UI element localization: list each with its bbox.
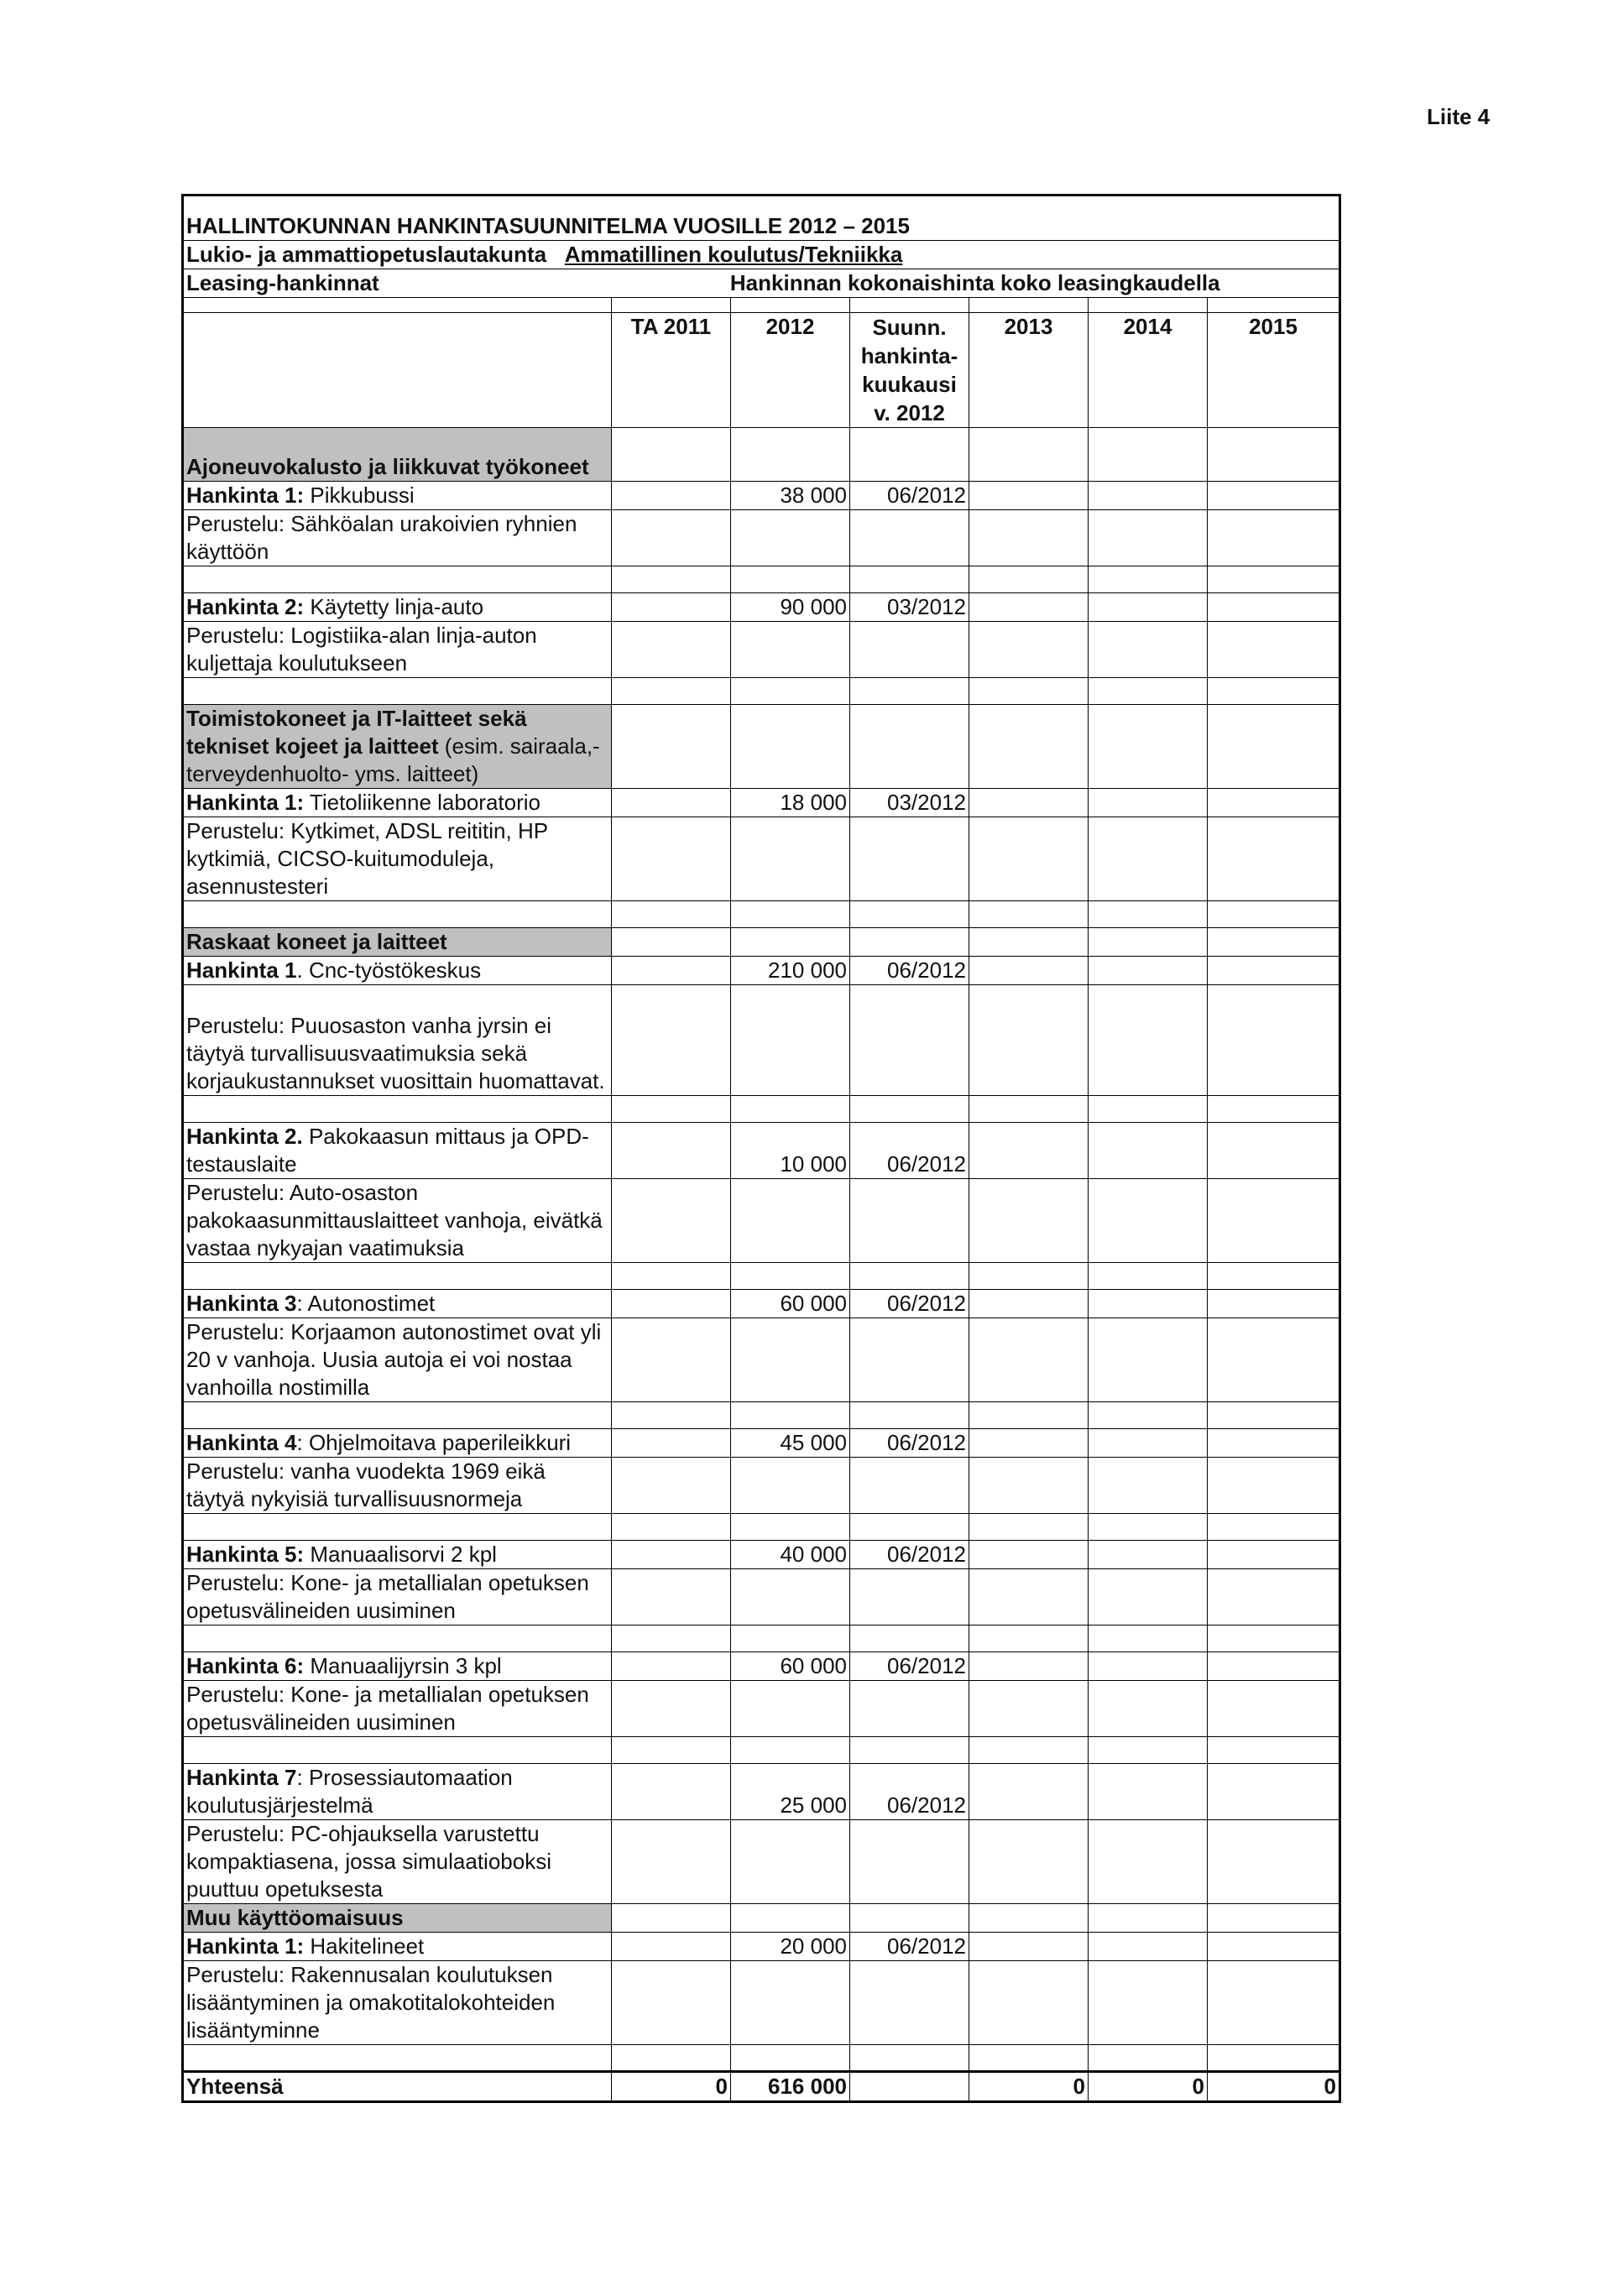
category-row [183,705,1340,789]
col-ta2011: TA 2011 [612,313,731,428]
item-month: 06/2012 [850,1652,969,1681]
item-title: Hankinta 5: Manuaalisorvi 2 kpl [183,1541,612,1569]
item-reason: Perustelu: vanha vuodekta 1969 eikä täytyä nykyisiä turvallisuusnormeja [183,1458,612,1514]
reason-row [183,817,1340,901]
spacer-row [183,1402,1340,1429]
page-label: Liite 4 [1427,104,1491,129]
item-row [183,1123,1340,1179]
item-amount: 90 000 [731,593,850,622]
item-title: Hankinta 1: Pikkubussi [183,482,612,510]
category-heading: Toimistokoneet ja IT-laitteet sekä tekniset kojeet ja laitteet (esim. sairaala,- terveydenhuolto- yms. laitteet) [183,705,612,789]
category-row [183,928,1340,957]
item-row [183,593,1340,622]
reason-row [183,1179,1340,1263]
item-reason: Perustelu: Kone- ja metallialan opetuksen opetusvälineiden uusiminen [183,1569,612,1625]
leasing-row [183,269,1340,298]
col-2013: 2013 [969,313,1089,428]
total-2013: 0 [969,2072,1089,2102]
item-amount: 45 000 [731,1429,850,1458]
item-title: Hankinta 2: Käytetty linja-auto [183,593,612,622]
item-reason: Perustelu: Puuosaston vanha jyrsin ei täytyä turvallisuusvaatimuksia sekä korjaukustannukset vuosittain huomattavat. [183,985,612,1096]
title-row [183,196,1340,241]
item-row [183,1429,1340,1458]
item-amount: 20 000 [731,1933,850,1961]
span-header: Hankinnan kokonaishinta koko leasingkaudella [612,269,1340,298]
procurement-plan-table [181,194,1341,2103]
spacer-row [183,1625,1340,1652]
spacer-row [183,901,1340,928]
unit-sub: Ammatillinen koulutus/Tekniikka [564,242,903,267]
spacer-row [183,298,1340,313]
unit-line [183,241,1340,269]
totals-label: Yhteensä [183,2072,612,2102]
item-title: Hankinta 4: Ohjelmoitava paperileikkuri [183,1429,612,1458]
item-month: 06/2012 [850,957,969,985]
item-row [183,1541,1340,1569]
item-amount: 60 000 [731,1290,850,1318]
item-month: 06/2012 [850,1933,969,1961]
item-title: Hankinta 3: Autonostimet [183,1290,612,1318]
unit-name: Lukio- ja ammattiopetuslautakunta [186,242,547,267]
item-row [183,789,1340,817]
spacer-row [183,1737,1340,1764]
item-title: Hankinta 1. Cnc-työstökeskus [183,957,612,985]
spacer-row [183,2045,1340,2072]
item-month: 06/2012 [850,482,969,510]
item-row [183,1764,1340,1820]
section-label: Leasing-hankinnat [183,269,612,298]
column-header-row [183,313,1340,428]
item-reason: Perustelu: Logistiika-alan linja-auton kuljettaja koulutukseen [183,622,612,678]
item-title: Hankinta 1: Hakitelineet [183,1933,612,1961]
total-2014: 0 [1089,2072,1208,2102]
reason-row [183,1569,1340,1625]
item-title: Hankinta 7: Prosessiautomaation koulutusjärjestelmä [183,1764,612,1820]
item-reason: Perustelu: Sähköalan urakoivien ryhnien käyttöön [183,510,612,566]
item-reason: Perustelu: Kone- ja metallialan opetuksen opetusvälineiden uusiminen [183,1681,612,1737]
item-row [183,1290,1340,1318]
reason-row [183,1458,1340,1514]
item-title: Hankinta 1: Tietoliikenne laboratorio [183,789,612,817]
total-ta2011: 0 [612,2072,731,2102]
category-heading: Raskaat koneet ja laitteet [183,928,612,957]
item-month: 06/2012 [850,1541,969,1569]
item-amount: 40 000 [731,1541,850,1569]
reason-row [183,1820,1340,1904]
item-title: Hankinta 2. Pakokaasun mittaus ja OPD-testauslaite [183,1123,612,1179]
total-2015: 0 [1208,2072,1340,2102]
reason-row [183,622,1340,678]
reason-row [183,1318,1340,1402]
item-amount: 10 000 [731,1123,850,1179]
item-amount: 38 000 [731,482,850,510]
reason-row [183,510,1340,566]
item-reason: Perustelu: PC-ohjauksella varustettu kompaktiasena, jossa simulaatioboksi puuttuu opetuksesta [183,1820,612,1904]
category-heading: Ajoneuvokalusto ja liikkuvat työkoneet [183,428,612,482]
item-reason: Perustelu: Kytkimet, ADSL reititin, HP kytkimiä, CICSO-kuitumoduleja, asennustesteri [183,817,612,901]
item-reason: Perustelu: Rakennusalan koulutuksen lisääntyminen ja omakotitalokohteiden lisääntyminne [183,1961,612,2045]
item-row [183,957,1340,985]
total-2012: 616 000 [731,2072,850,2102]
category-row [183,1904,1340,1933]
item-row [183,482,1340,510]
item-month: 06/2012 [850,1123,969,1179]
reason-row [183,1961,1340,2045]
item-reason: Perustelu: Auto-osaston pakokaasunmittauslaitteet vanhoja, eivätkä vastaa nykyajan vaatimuksia [183,1179,612,1263]
item-row [183,1933,1340,1961]
item-month: 03/2012 [850,789,969,817]
item-reason: Perustelu: Korjaamon autonostimet ovat yli 20 v vanhoja. Uusia autoja ei voi nostaa vanhoilla nostimilla [183,1318,612,1402]
item-month: 06/2012 [850,1764,969,1820]
item-amount: 60 000 [731,1652,850,1681]
document-title: HALLINTOKUNNAN HANKINTASUUNNITELMA VUOSILLE 2012 – 2015 [183,196,1340,241]
category-heading: Muu käyttöomaisuus [183,1904,612,1933]
spacer-row [183,678,1340,705]
item-row [183,1652,1340,1681]
unit-row [183,241,1340,269]
category-row [183,428,1340,482]
item-amount: 25 000 [731,1764,850,1820]
col-2014: 2014 [1089,313,1208,428]
item-title: Hankinta 6: Manuaalijyrsin 3 kpl [183,1652,612,1681]
item-amount: 18 000 [731,789,850,817]
item-amount: 210 000 [731,957,850,985]
col-2012: 2012 [731,313,850,428]
reason-row [183,1681,1340,1737]
reason-row [183,985,1340,1096]
spacer-row [183,1263,1340,1290]
totals-row [183,2072,1340,2102]
col-month: Suunn. hankinta- kuukausi v. 2012 [850,313,969,428]
spacer-row [183,566,1340,593]
spacer-row [183,1514,1340,1541]
item-month: 06/2012 [850,1290,969,1318]
spacer-row [183,1096,1340,1123]
item-month: 03/2012 [850,593,969,622]
item-month: 06/2012 [850,1429,969,1458]
col-2015: 2015 [1208,313,1340,428]
